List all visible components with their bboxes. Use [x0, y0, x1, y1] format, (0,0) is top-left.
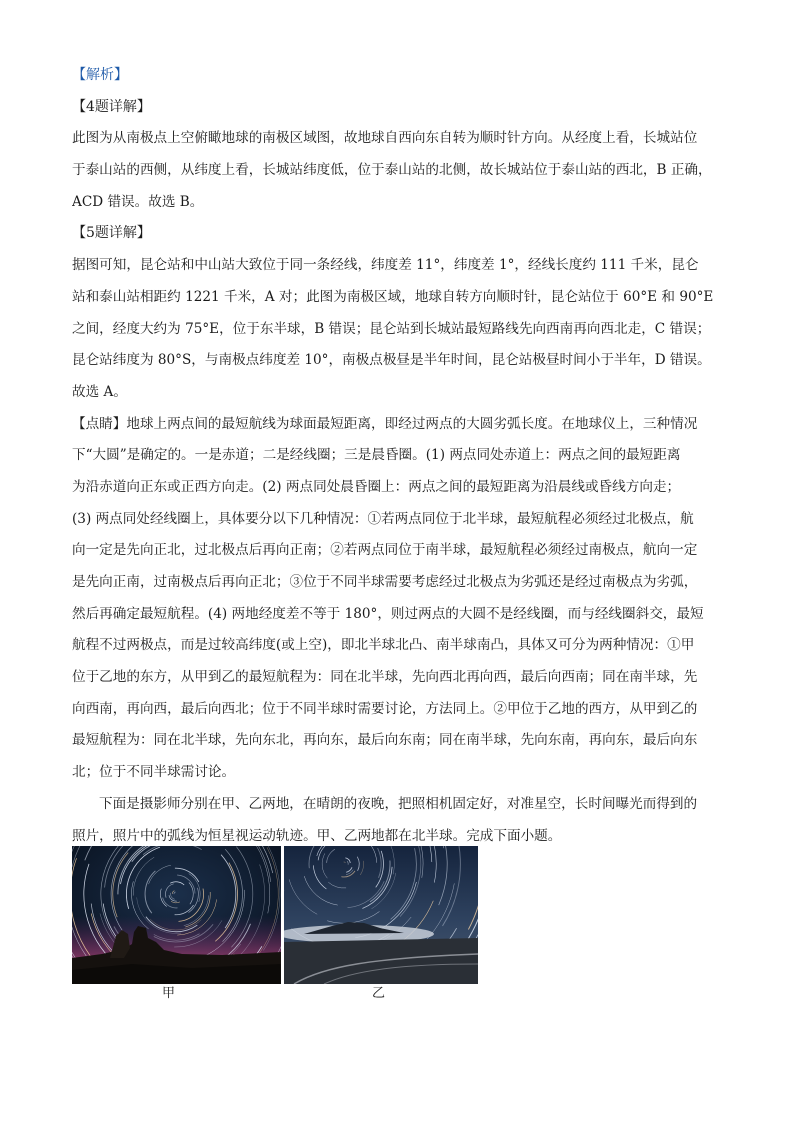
- tip-line: 向西南，再向西，最后向西北；位于不同半球时需要讨论，方法同上。②甲位于乙地的西方，从甲到乙的: [72, 700, 698, 717]
- tip-line: 是先向正南，过南极点后再向正北；③位于不同半球需要考虑经过北极点为劣弧还是经过南极点为劣弧，: [72, 574, 698, 590]
- question-intro-line: 照片，照片中的弧线为恒星视运动轨迹。甲、乙两地都在北半球。完成下面小题。: [72, 827, 562, 844]
- tip-line: 向一定是先向正北，过北极点后再向正南；②若两点同位于南半球，最短航程必须经过南极点，航向一定: [72, 542, 698, 559]
- q4-line: ACD 错误。故选 B。: [72, 193, 204, 210]
- tip-line: 下“大圆”是确定的。一是赤道；二是经线圈；三是晨昏圈。(1) 两点同处赤道上：两点之间的最短距离: [72, 447, 681, 464]
- q5-line: 站和泰山站相距约 1221 千米，A 对；此图为南极区域，地球自转方向顺时针，昆仑站位于 60°E 和 90°E: [72, 288, 714, 305]
- q4-tag: 【4题详解】: [72, 98, 151, 115]
- tip-line: 然后再确定最短航程。(4) 两地经度差不等于 180°，则过两点的大圆不是经线圈，而与经线圈斜交，最短: [72, 605, 704, 622]
- solution-text: [72, 60, 724, 852]
- photo-caption-jia: 甲: [162, 986, 176, 1001]
- tip-line: 航程不过两极点，而是过较高纬度(或上空)，即北半球北凸、南半球南凸，具体又可分为两种情况：①甲: [72, 637, 695, 654]
- photo-caption-yi: 乙: [372, 986, 386, 1001]
- q5-line: 据图可知，昆仑站和中山站大致位于同一条经线，纬度差 11°，纬度差 1°，经线长度约 111 千米，昆仑: [72, 257, 699, 274]
- q5-line: 故选 A。: [72, 383, 127, 400]
- q4-line: 于泰山站的西侧，从纬度上看，长城站纬度低，位于泰山站的北侧，故长城站位于泰山站的西北，B 正确，: [72, 162, 712, 179]
- tip-first-text: 地球上两点间的最短航线为球面最短距离，即经过两点的大圆劣弧长度。在地球仪上，三种情况: [126, 415, 698, 432]
- tip-line: 北；位于不同半球需讨论。: [72, 764, 236, 781]
- analysis-tag: 【解析】: [72, 67, 128, 83]
- star-trail-photos: [72, 846, 478, 1006]
- tip-line: 位于乙地的东方，从甲到乙的最短航程为：同在北半球，先向西北再向西，最后向西南；同在南半球，先: [72, 669, 698, 686]
- q5-tag: 【5题详解】: [72, 225, 151, 242]
- tip-line: 最短航程为：同在北半球，先向东北，再向东，最后向东南；同在南半球，先向东南，再向东，最后向东: [72, 732, 698, 749]
- tip-tag: 【点睛】: [72, 415, 127, 432]
- tip-first-line: [72, 409, 724, 441]
- question-intro-line: 下面是摄影师分别在甲、乙两地，在晴朗的夜晚，把照相机固定好，对准星空，长时间曝光而得到的: [99, 795, 698, 812]
- q5-line: 昆仑站纬度为 80°S，与南极点纬度差 10°，南极点极昼是半年时间，昆仑站极昼时间小于半年，D 错误。: [72, 352, 711, 369]
- q4-line: 此图为从南极点上空俯瞰地球的南极区域图，故地球自西向东自转为顺时针方向。从经度上看，长城站位: [72, 130, 698, 147]
- star-trail-photo-jia: [72, 846, 281, 984]
- tip-line: 为沿赤道向正东或正西方向走。(2) 两点同处晨昏圈上：两点之间的最短距离为沿晨线或昏线方向走；: [72, 478, 681, 495]
- tip-line: (3) 两点同处经线圈上，具体要分以下几种情况：①若两点同位于北半球，最短航程必须经过北极点，航: [72, 510, 694, 527]
- star-trail-photo-yi: [284, 846, 493, 984]
- q5-line: 之间，经度大约为 75°E，位于东半球，B 错误；昆仑站到长城站最短路线先向西南再向西北走，C 错误；: [72, 320, 711, 337]
